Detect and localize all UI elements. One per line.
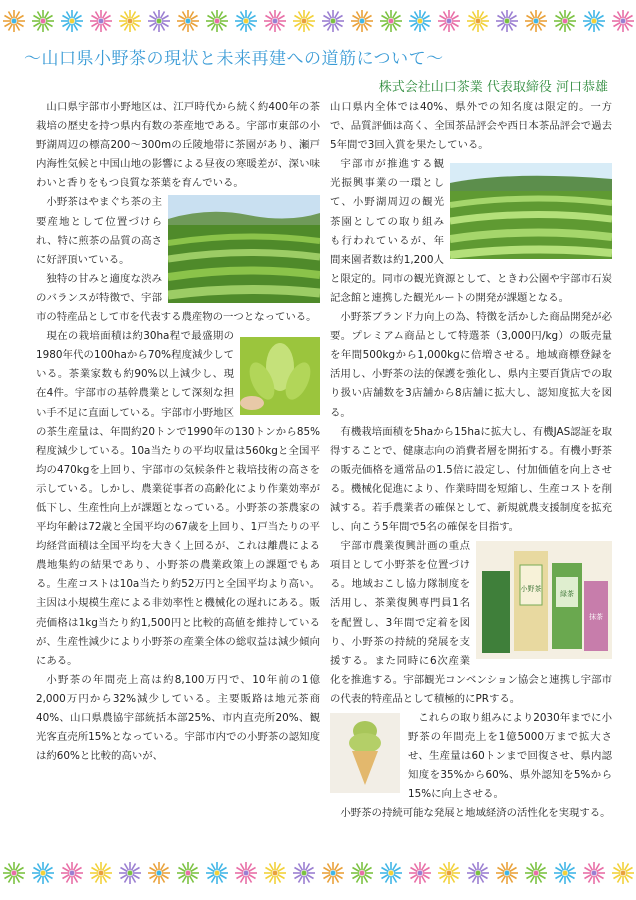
firework-icon — [496, 10, 518, 32]
firework-icon — [409, 10, 431, 32]
right-column — [330, 98, 612, 824]
firework-icon — [206, 10, 228, 32]
left-column — [36, 98, 320, 766]
firework-icon — [583, 862, 605, 884]
author-line: 株式会社山口茶業 代表取締役 河口恭雄 — [378, 80, 608, 95]
firework-icon — [264, 862, 286, 884]
firework-icon — [119, 862, 141, 884]
firework-icon — [177, 10, 199, 32]
paragraph: 現在の栽培面積は約30ha程で最盛期の1980年代の100haから70%程度減少している。茶業家数も約90%以上減少し、現在4件。宇部市の基幹農業として深刻な担い手不足に直面している。宇部市小野地区の茶生産量は、年間約20トンで1990年の130トンから85%程度減少している。10a当たりの平均収量は560kgと全国平均の470kgを上回り、宇部市の気候条件と栽培技術の高さを示している。しかし、農業従事者の高齢化により作業効率が低下し、生産性向上が課題となっている。小野茶の茶農家の平均年齢は72歳と全国平均の67歳を上回り、1戸当たりの平均経営面積は全国平均を大きく上回るが、これは離農による農地集約の結果であり、小野茶の農業政策上の課題でもある。生産コストは10a当たり約52万円と全国平均より高い。主因は小規模生産による非効率性と機械化の遅れにある。販売価格は1kg当たり約1,500円と比較的高値を維持しているが、生産性減少により小野茶の産業全体の総収益は減少傾向にある。 — [36, 330, 320, 667]
paragraph: 宇部市が推進する観光振興事業の一環として、小野湖周辺の観光茶園としての取り組みも行われているが、年間来園者数は約1,200人と限定的。同市の観光資源として、ときわ公園や宇部市石炭記念館と連携した観光ルートの開発が課題となる。 — [330, 158, 612, 304]
firework-icon — [32, 10, 54, 32]
firework-icon — [293, 862, 315, 884]
paragraph: 山口県宇部市小野地区は、江戸時代から続く約400年の茶栽培の歴史を持つ県内有数の茶産地である。宇部市東部の小野湖周辺の標高200〜300mの丘陵地帯に茶園があり、瀬戸内海性気候と中国山地の影響による昼夜の寒暖差が、深い味わいと香りをもつ良質な茶葉を育んでいる。 — [36, 101, 320, 190]
firework-icon — [380, 862, 402, 884]
paragraph: 山口県内全体では40%、県外での知名度は限定的。一方で、品質評価は高く、全国茶品評会や西日本茶品評会で過去5年間で3回入賞を果たしている。 — [330, 101, 612, 152]
firework-icon — [583, 10, 605, 32]
tea-field-photo — [168, 195, 320, 303]
firework-icon — [32, 862, 54, 884]
firework-icon — [409, 862, 431, 884]
firework-icon — [235, 10, 257, 32]
firework-icon — [496, 862, 518, 884]
page-title: 〜山口県小野茶の現状と未来再建への道筋について〜 — [24, 49, 444, 69]
firework-icon — [467, 862, 489, 884]
firework-icon — [3, 862, 25, 884]
product-label: 抹茶 — [589, 613, 603, 622]
firework-icon — [438, 862, 460, 884]
firework-icon — [90, 10, 112, 32]
firework-icon — [235, 862, 257, 884]
tea-terrace-photo — [450, 163, 612, 259]
firework-icon — [61, 862, 83, 884]
firework-icon — [351, 862, 373, 884]
firework-icon — [3, 10, 25, 32]
firework-icon — [119, 10, 141, 32]
paragraph: 宇部市農業復興計画の重点項目として小野茶を位置づける。地域おこし協力隊制度を活用し、茶業復興専門員1名を配置し、3年間で定着を図り、小野茶の持続的発展を支援する。また同時に6次産業化を推進する。宇部観光コンベンション協会と連携し宇部市の代表的特産品として積極的にPRする。 — [330, 540, 612, 705]
product-label: 緑茶 — [560, 590, 574, 599]
firework-icon — [322, 862, 344, 884]
paragraph: 有機栽培面積を5haから15haに拡大し、有機JAS認証を取得することで、健康志向の消費者層を開拓する。有機小野茶の販売価格を通常品の1.5倍に設定し、付加価値を向上させる。機械化促進により、作業時間を短縮し、生産コストを削減する。若手農業者の確保として、新規就農支援制度を拡充し、向こう5年間で5名の確保を目指す。 — [330, 425, 612, 534]
firework-icon — [264, 10, 286, 32]
tea-products-photo — [476, 541, 612, 659]
paragraph: 小野茶はやまぐち茶の主要産地として位置づけられ、特に煎茶の品質の高さに好評頂いている。 — [36, 196, 162, 266]
firework-icon — [61, 10, 83, 32]
paragraph: 小野茶の年間売上高は約8,100万円で、10年前の1億2,000万円から32%減少している。主要販路は地元茶商40%、山口県農協宇部統括本部25%、市内直売所20%、観光客直売所15%となっている。宇部市内での小野茶の認知度は約60%と比較的高いが、 — [36, 673, 320, 763]
firework-icon — [322, 10, 344, 32]
paragraph: これらの取り組みにより2030年までに小野茶の年間売上を1億5000万まで拡大させ、生産量は60トンまで回復させ、県内認知度を35%から60%、県外認知を5%から15%に向上させる。 — [408, 712, 612, 801]
firework-icon — [148, 10, 170, 32]
firework-icon — [525, 862, 547, 884]
firework-icon — [148, 862, 170, 884]
firework-icon — [438, 10, 460, 32]
firework-icon — [467, 10, 489, 32]
tea-leaves-photo — [240, 337, 320, 415]
paragraph: 小野茶の持続可能な発展と地域経済の活性化を実現する。 — [340, 807, 611, 820]
firework-icon — [177, 862, 199, 884]
firework-icon — [206, 862, 228, 884]
fireworks-border-bottom — [0, 858, 636, 888]
firework-icon — [90, 862, 112, 884]
product-label: 小野茶 — [520, 585, 542, 594]
firework-icon — [380, 10, 402, 32]
fireworks-border-top — [0, 6, 636, 36]
firework-icon — [612, 10, 634, 32]
firework-icon — [612, 862, 634, 884]
paragraph: 小野茶ブランド力向上の為、特徴を活かした商品開発が必要。プレミアム商品として特選茶（3,000円/kg）の販売量を年間500kgから1,000kgに倍増させる。地域商標登録を活用し、小野茶の法的保護を強化し、県内主要百貨店での取り扱い店舗数を3店舗から8店舗に拡大し、認知度拡大を図る。 — [330, 311, 612, 419]
paragraph: 独特の甘みと適度な渋みのバランスが特徴で、宇部市の特産品として市を代表する農産物の一つとなっている。 — [36, 272, 317, 324]
firework-icon — [525, 10, 547, 32]
firework-icon — [293, 10, 315, 32]
matcha-softcream-photo — [330, 713, 400, 793]
firework-icon — [554, 10, 576, 32]
firework-icon — [554, 862, 576, 884]
firework-icon — [351, 10, 373, 32]
